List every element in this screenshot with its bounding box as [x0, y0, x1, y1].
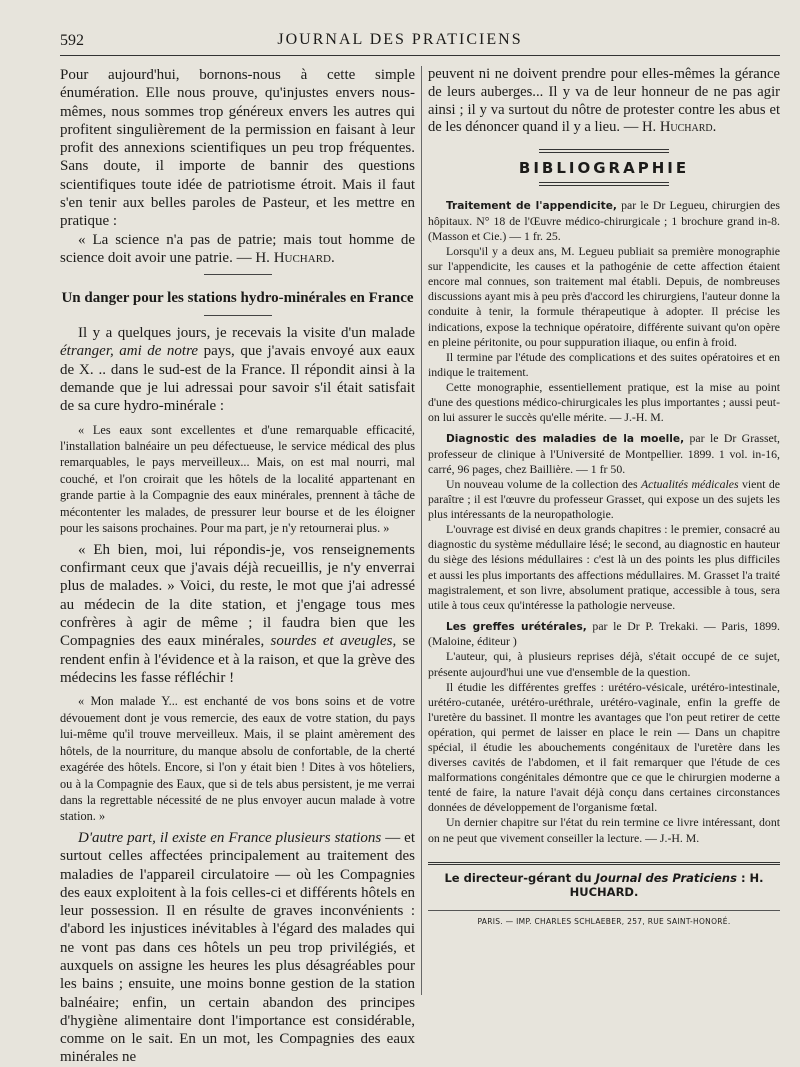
printer-imprint: PARIS. — IMP. CHARLES SCHLAEBER, 257, RUE SAINT-HONORÉ. — [428, 910, 780, 927]
paragraph: D'autre part, il existe en France plusieurs stations — et surtout celles affectées principalement au traitement des maladies de l'appareil circulatoire — où les Compagnies des eaux exploitent à la fois celles-ci et différents hôtels en leur possession. Il en résulte de graves inconvénients : d'abord les injustices inévitables à l'égard des malades qui ne vont pas dans ces hôtels un peu trop privilégiés, et auxquels on assigne les heures les plus désagréables pour les bains ; ensuite, une moins bonne gestion de la station balnéaire; enfin, un certain abandon des principes d'hygiène alimentaire dont l'importance est considérable, comme on le sait. En un mot, les Compagnies des eaux minérales ne — [60, 829, 416, 1066]
quotation: « Les eaux sont excellentes et d'une remarquable efficacité, l'installation balnéaire un peu défectueuse, le service médical des plus remarquables, le pays merveilleux... Mais, on est mal nourri, mal couché, et l'on croirait que les hôtels de la localité appartenant en grande partie à la Compagnie des eaux minérales, prennent à tâche de mécontenter les malades, de pressurer leur bourse et de les éloigner pour les saisons prochaines. Pour ma part, je n'y retournerai plus. » — [60, 422, 415, 536]
signature: Huchard. — [273, 249, 335, 266]
paragraph: Pour aujourd'hui, bornons-nous à cette simple énumération. Elle nous prouve, qu'injustes envers nous-mêmes, nous sommes trop généreux envers les autres qui profitent singulièrement de la permission en faisant à leur profit des annexions scientifiques un peu trop fréquentes. Sans doute, il importe de bannir des questions scientifiques toute idée de patriotisme étroit. Mais il faut s'en tenir aux belles paroles de Pasteur, et les mettre en pratique : — [60, 67, 415, 230]
right-column — [428, 66, 780, 997]
separator-rule — [204, 274, 272, 275]
bibliography-entry: Les greffes urétérales, par le Dr P. Trekaki. — Paris, 1899. (Maloine, éditeur ) — [428, 618, 780, 649]
bibliography-entry: Traitement de l'appendicite, par le Dr Legueu, chirurgien des hôpitaux. N° 18 de l'Œuvre médico-chirurgicale ; 1 brochure grand in-8. (Masson et Cie.) — 1 fr. 25. — [428, 198, 781, 244]
paragraph: Un dernier chapitre sur l'état du rein termine ce livre intéressant, dont on ne peut que vivement conseiller la lecture. — J.-H. M. — [428, 815, 780, 845]
paragraph: L'auteur, qui, à plusieurs reprises déjà, s'était occupé de ce sujet, présente aujourd'hui une vue d'ensemble de la question. — [428, 649, 780, 679]
paragraph: Lorsqu'il y a deux ans, M. Legueu publiait sa première monographie sur l'appendicite, les causes et la pathogénie de cette affection étaient encore mal connues, son traitement mal établi. Depuis, de nombreuses discussions ayant mis à peu près d'accord les chirurgiens, l'auteur donne la conduite à tenir, la formule thérapeutique à adopter. Il précise les indications, expose la technique opératoire, différente suivant qu'on opère en pleine péritonite, ou pour suppuration iliaque, ou enfin à froid. — [428, 244, 780, 349]
separator-rule — [204, 315, 272, 316]
separator-rule — [539, 149, 669, 153]
paragraph: Il termine par l'étude des complications et des suites opératoires et en indique le traitement. — [428, 349, 780, 379]
footer-rule — [428, 862, 780, 865]
article-title: Un danger pour les stations hydro-minérales en France — [61, 290, 414, 307]
paragraph: « Eh bien, moi, lui répondis-je, vos renseignements confirmant ceux que j'avais déjà recueillis, je n'y enverrai plus de malades. » Voici, du reste, le mot que j'ai adressé au médecin de la dite station, et j'engage tous mes confrères à agir de même ; il faudra bien que les Compagnies des eaux minérales, sourdes et aveugles, se rendent enfin à l'évidence et à la raison, et que la grève des médecins les fasse réfléchir ! — [60, 541, 415, 686]
bibliography-entry: Diagnostic des maladies de la moelle, par le Dr Grasset, professeur de clinique à l'Université de Montpellier. 1899. 1 vol. in-16, carré, 96 pages, chez Baillière. — 1 fr 50. — [428, 431, 781, 476]
paragraph: Il étudie les différentes greffes : urétéro-vésicale, urétéro-intestinale, urétéro-cutanée, urétéro-uréthrale, urétéro-vaginale, enfin la greffe de l'uretère du bassinet. Il montre les avantages que l'on peut retirer de cette opération, qui permet de laisser en place le rein — Dans un chapitre spécial, il étudie les abouchements congénitaux de l'uretère dans les diverses cavités de l'abdomen, et il fait remarquer que l'étude de ces malformations congénitales démontre que ce que le chirurgien moderne a tenté de faire, la nature l'avait déjà conçu dans certaines circonstances données de développement de l'organisme fœtal. — [428, 679, 780, 815]
director-line: Le directeur-gérant du Journal des Praticiens : H. HUCHARD. — [444, 870, 764, 900]
paragraph: Un nouveau volume de la collection des Actualités médicales vient de paraître ; il est l'œuvre du professeur Grasset, qui expose un des sujets les plus intéressants de la neuropathologie. — [428, 476, 781, 522]
paragraph: Il y a quelques jours, je recevais la visite d'un malade étranger, ami de notre pays, que j'avais envoyé aux eaux de X. .. dans le sud-est de la France. Il répondit ainsi à la demande que je lui adressai pour savoir s'il était satisfait de sa cure hydro-minérale : — [60, 325, 415, 415]
left-column — [60, 66, 416, 1066]
signature: Huchard. — [659, 119, 717, 136]
journal-title: JOURNAL DES PRATICIENS — [277, 31, 523, 48]
separator-rule — [539, 182, 669, 186]
paragraph: L'ouvrage est divisé en deux grands chapitres : le premier, consacré au diagnostic du système médullaire lésé; le second, au diagnostic en hauteur du siège des lésions médullaires : c'est là un des points les plus difficiles et aussi les plus importants des affections médullaires. M. Grasset l'a traité magistralement, et son livre, absolument pratique, accessible à tous, sera utile à tous ceux qu'intéresse la pathologie nerveuse. — [428, 522, 780, 612]
page-number: 592 — [60, 32, 84, 49]
column-divider — [421, 66, 422, 995]
paragraph: Cette monographie, essentiellement pratique, est la mise au point d'une des questions médico-chirurgicales les plus importantes ; aussi peut-on lui assurer le succès qu'elle mérite. — J.-H. M. — [428, 379, 780, 425]
paragraph: peuvent ni ne doivent prendre pour elles-mêmes la gérance de leurs auberges... Il y va de leur honneur de ne pas agir ainsi ; il y va surtout du nôtre de protester contre les abus et de les dénoncer quand il y a lieu. — H. Huchard. — [428, 66, 780, 136]
section-title: BIBLIOGRAPHIE — [518, 159, 690, 178]
paragraph-quote: « La science n'a pas de patrie; mais tout homme de science doit avoir une patrie. — H. Huchard. — [60, 231, 415, 266]
quotation: « Mon malade Y... est enchanté de vos bons soins et de votre dévouement dont je vous remercie, des eaux de votre station, du pays lui-même qu'il trouve merveilleux. Mais, il se plaint amèrement des hôtels, de la nourriture, du manque absolu de confortable, de la cherté exagérée des hôtels. Encore, si l'on y était bien ! Dites à vos hôteliers, ou à la Compagnie des Eaux, que si de tels abus persistent, je me verrai dans la regrettable nécessité de ne plus envoyer aucun malade à votre station. » — [60, 694, 415, 824]
header-rule — [60, 55, 780, 56]
